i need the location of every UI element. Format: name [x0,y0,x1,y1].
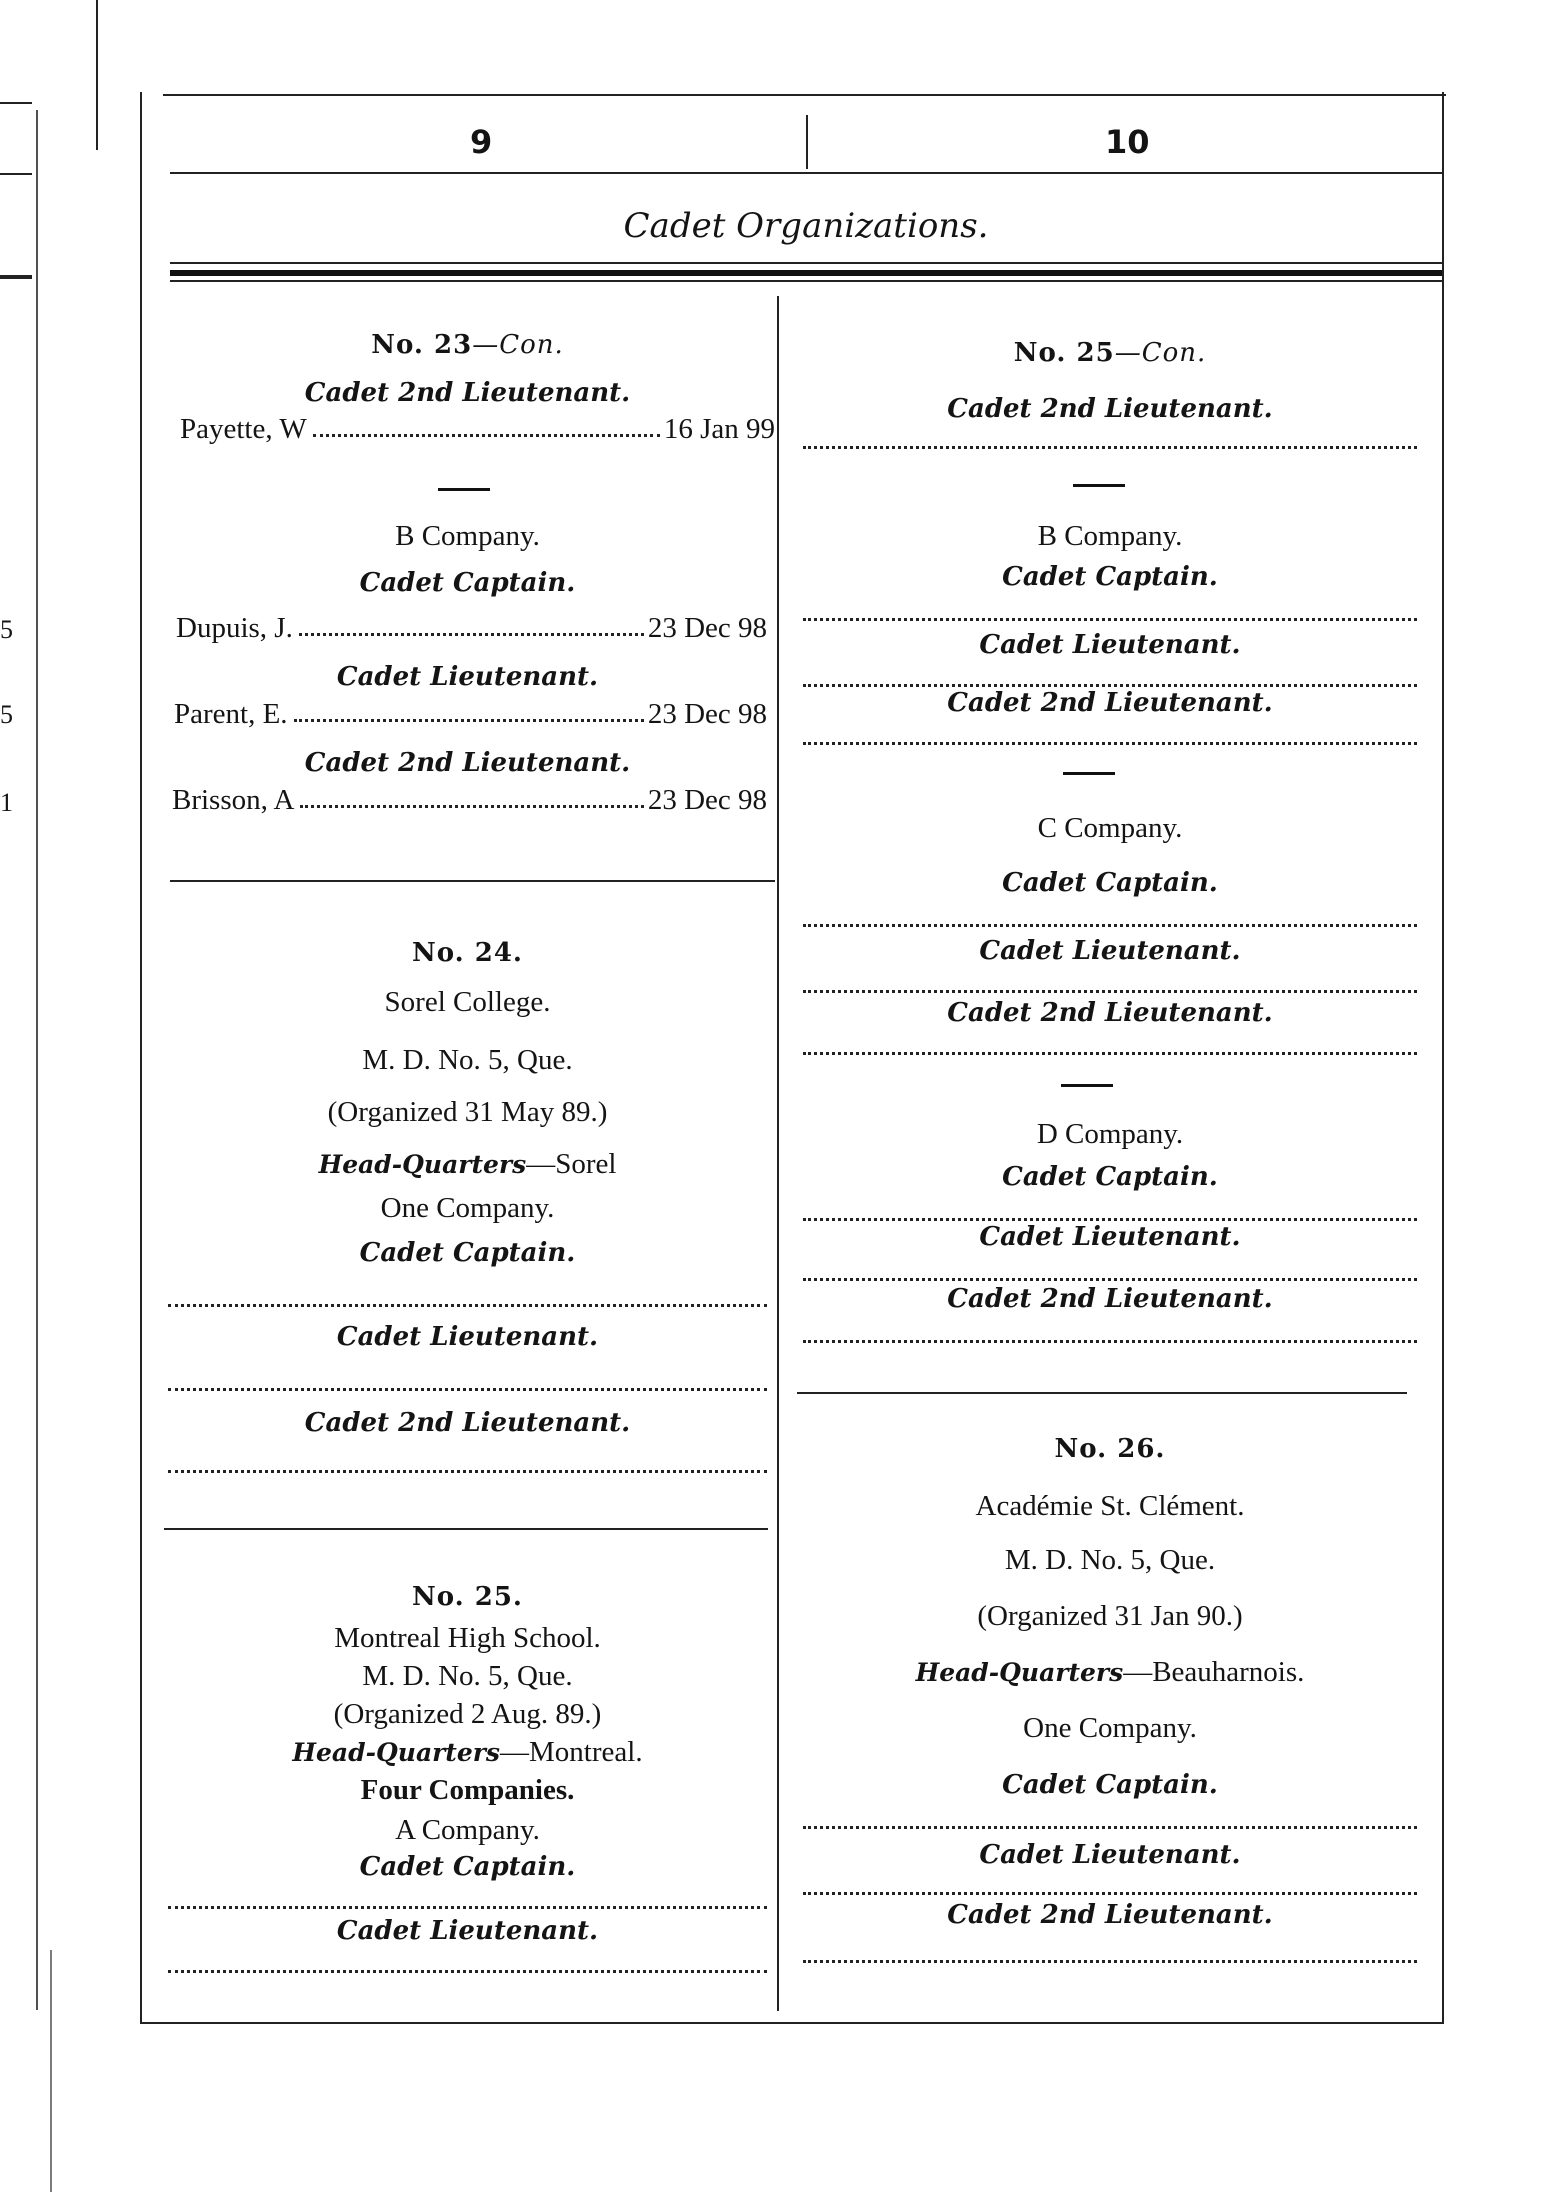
rank-heading: Cadet Captain. [1002,1162,1218,1192]
headquarters-label: Head-Quarters [292,1738,501,1767]
rank-heading: Cadet 2nd Lieutenant. [947,1900,1273,1930]
vacant-entry [803,1826,1417,1829]
rank-heading: Cadet 2nd Lieutenant. [947,394,1273,424]
vacant-entry [803,1892,1417,1895]
rank-heading: Cadet 2nd Lieutenant. [304,378,631,408]
unit-heading: No. 25. [412,1582,523,1612]
binding-edge-lower [50,1950,52,2192]
leader-dots [313,413,660,437]
margin-fragment: 5 [0,700,13,729]
vacant-entry [803,446,1417,449]
unit-heading: No. 24. [412,938,523,968]
commission-date: 23 Dec 98 [647,784,767,816]
headquarters-value: —Montreal. [500,1736,643,1768]
section-title: Cadet Organizations. [623,206,989,246]
vacant-entry [803,1960,1417,1963]
rank-heading: Cadet Captain. [359,1852,576,1882]
unit-separator [797,1392,1407,1394]
rank-heading: Cadet Captain. [359,1238,576,1268]
vacant-entry [803,924,1417,927]
rank-heading: Cadet 2nd Lieutenant. [947,688,1273,718]
vacant-entry [803,1218,1417,1221]
rank-heading: Cadet Lieutenant. [979,1222,1241,1252]
company-heading: B Company. [1037,520,1183,552]
binding-edge [36,110,38,2010]
company-separator [438,488,490,491]
vacant-entry [168,1470,767,1473]
military-district: M. D. No. 5, Que. [362,1660,573,1692]
vacant-entry [803,1052,1417,1055]
page-number-row [170,115,1442,177]
officer-entry [172,784,767,817]
company-heading: B Company. [395,520,540,552]
military-district: M. D. No. 5, Que. [1004,1544,1216,1576]
officer-entry [174,698,767,731]
headquarters [160,1736,775,1769]
unit-separator [164,1528,768,1530]
unit-number: No. 25 [1013,338,1115,368]
vacant-entry [803,1278,1417,1281]
vacant-entry [168,1970,767,1973]
vacant-entry [803,742,1417,745]
headquarters-value: —Beauharnois. [1123,1656,1305,1688]
rank-heading: Cadet Lieutenant. [979,630,1241,660]
headquarters-label: Head-Quarters [915,1658,1124,1687]
officer-entry [176,612,767,645]
title-rule-lower [170,280,1442,282]
leader-dots [299,612,644,636]
officer-name: Parent, E. [174,698,288,730]
company-separator [1063,772,1115,775]
vacant-entry [803,1340,1417,1343]
rank-heading: Cadet 2nd Lieutenant. [304,1408,631,1438]
prev-page-rule [0,102,32,104]
unit-name: Académie St. Clément. [975,1490,1245,1522]
rank-heading: Cadet Captain. [1002,562,1218,592]
page-number-divider [806,115,808,169]
rank-heading: Cadet Captain. [1002,1770,1218,1800]
vacant-entry [803,990,1417,993]
unit-separator [170,880,775,882]
vacant-entry [803,618,1417,621]
rank-heading: Cadet 2nd Lieutenant. [947,1284,1273,1314]
headquarters [795,1656,1425,1689]
previous-page-edge [96,0,98,150]
company-separator [1061,1084,1113,1087]
vacant-entry [168,1388,767,1391]
rank-heading: Cadet 2nd Lieutenant. [304,748,631,778]
unit-heading [160,330,775,360]
company-count: Four Companies. [360,1774,575,1806]
officer-name: Payette, W [180,413,307,445]
title-thick-rule [170,270,1442,276]
unit-heading [795,338,1425,368]
company-heading: A Company. [395,1814,540,1846]
leader-dots [300,784,643,808]
rank-heading: Cadet Lieutenant. [979,936,1241,966]
headquarters [160,1148,775,1181]
officer-name: Brisson, A [172,784,295,816]
left-page-number: 9 [470,123,493,161]
organized-date: (Organized 2 Aug. 89.) [333,1698,602,1730]
rank-heading: Cadet Captain. [1002,868,1218,898]
unit-name: Sorel College. [384,986,551,1018]
officer-entry [180,413,775,446]
column-divider [777,296,779,2011]
top-rule [163,94,1446,96]
headquarters-label: Head-Quarters [318,1150,527,1179]
unit-heading: No. 26. [1054,1434,1166,1464]
rank-heading: Cadet Lieutenant. [336,1322,599,1352]
commission-date: 23 Dec 98 [647,612,767,644]
title-rule [170,262,1442,264]
continued-label: —Con. [472,330,564,360]
company-heading: C Company. [1037,812,1183,844]
rank-heading: Cadet Captain. [359,568,576,598]
rank-heading: Cadet Lieutenant. [979,1840,1241,1870]
margin-fragment: 5 [0,615,13,644]
vacant-entry [168,1906,767,1909]
rank-heading: Cadet 2nd Lieutenant. [947,998,1273,1028]
margin-fragment: 1 [0,788,13,817]
continued-label: —Con. [1114,338,1207,368]
headquarters-value: —Sorel [526,1148,617,1180]
commission-date: 16 Jan 99 [663,413,775,445]
prev-page-rule [0,173,32,175]
officer-name: Dupuis, J. [176,612,293,644]
right-page-number: 10 [1105,123,1150,161]
company-separator [1073,484,1125,487]
header-rule [170,172,1442,174]
rank-heading: Cadet Lieutenant. [336,662,599,692]
company-heading: D Company. [1036,1118,1184,1150]
company-count: One Company. [1023,1712,1197,1744]
unit-number: No. 23 [371,330,473,360]
commission-date: 23 Dec 98 [647,698,767,730]
vacant-entry [803,684,1417,687]
prev-page-rule [0,275,32,279]
organized-date: (Organized 31 May 89.) [327,1096,608,1128]
rank-heading: Cadet Lieutenant. [336,1916,599,1946]
leader-dots [294,698,644,722]
military-district: M. D. No. 5, Que. [362,1044,573,1076]
company-count: One Company. [380,1192,555,1224]
unit-name: Montreal High School. [334,1622,601,1654]
organized-date: (Organized 31 Jan 90.) [977,1600,1243,1632]
vacant-entry [168,1304,767,1307]
